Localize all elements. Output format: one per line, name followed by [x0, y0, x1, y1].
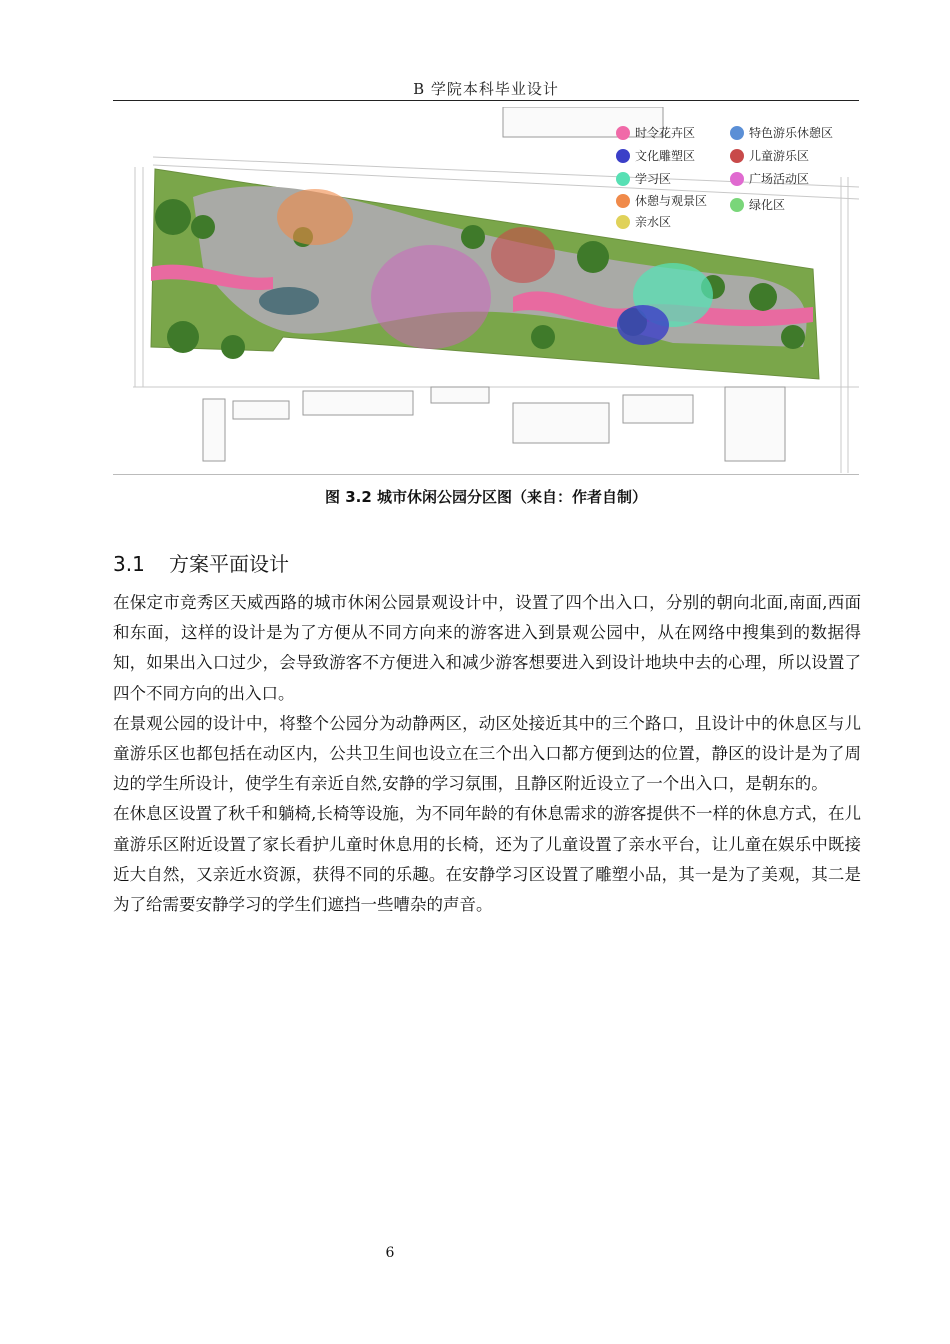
paragraph-1: 在保定市竞秀区天威西路的城市休闲公园景观设计中，设置了四个出入口，分别的朝向北面,南面,西面和东面，这样的设计是为了方便从不同方向来的游客进入到景观公园中，从在网络中搜集到的数据得知，如果出入口过少，会导致游客不方便进入和减少游客想要进入到设计地块中去的心理，所以设置了四个不同方向的出入口。	[113, 593, 861, 703]
legend-label-8: 绿化区	[749, 198, 786, 212]
legend-label-4: 儿童游乐区	[749, 149, 810, 163]
legend-label-1: 时令花卉区	[635, 126, 696, 140]
paragraph-3: 在休息区设置了秋千和躺椅,长椅等设施，为不同年龄的有休息需求的游客提供不一样的休息方式，在儿童游乐区附近设置了家长看护儿童时休息用的长椅，还为了儿童设置了亲水平台，让儿童在娱乐中既接近大自然，又亲近水资源，获得不同的乐趣。在安静学习区设置了雕塑小品，其一是为了美观，其二是为了给需要安静学习的学生们遮挡一些嘈杂的声音。	[113, 804, 861, 915]
legend-label-6: 广场活动区	[749, 172, 810, 186]
zone-water	[259, 287, 319, 315]
zone-children-play	[491, 227, 555, 283]
legend-label-2: 特色游乐休憩区	[749, 126, 834, 140]
running-header: B 学院本科毕业设计	[413, 80, 559, 98]
section-number: 3.1	[113, 552, 145, 576]
zone-culture-sculpture	[617, 305, 669, 345]
section-heading	[113, 548, 289, 577]
section-title: 方案平面设计	[169, 552, 289, 576]
zone-rest-viewing	[277, 189, 353, 245]
figure-bottom-rule	[113, 474, 859, 475]
figure-caption: 图 3.2 城市休闲公园分区图（来自：作者自制）	[324, 488, 648, 506]
legend-label-5: 学习区	[635, 172, 672, 186]
park-zoning-plan-figure	[113, 107, 859, 473]
page-number: 6	[385, 1245, 395, 1261]
legend-label-9: 亲水区	[635, 215, 672, 229]
zone-square-activity	[371, 245, 491, 349]
header-rule	[113, 100, 859, 101]
paragraph-2: 在景观公园的设计中，将整个公园分为动静两区，动区处接近其中的三个路口，且设计中的休息区与儿童游乐区也都包括在动区内，公共卫生间也设立在三个出入口都方便到达的位置，静区的设计是为了周边的学生所设计，使学生有亲近自然,安静的学习氛围，且静区附近设立了一个出入口，是朝东的。	[113, 713, 861, 794]
body-text	[113, 588, 861, 920]
legend-label-3: 文化雕塑区	[635, 149, 696, 163]
legend-label-7: 休憩与观景区	[635, 194, 708, 208]
